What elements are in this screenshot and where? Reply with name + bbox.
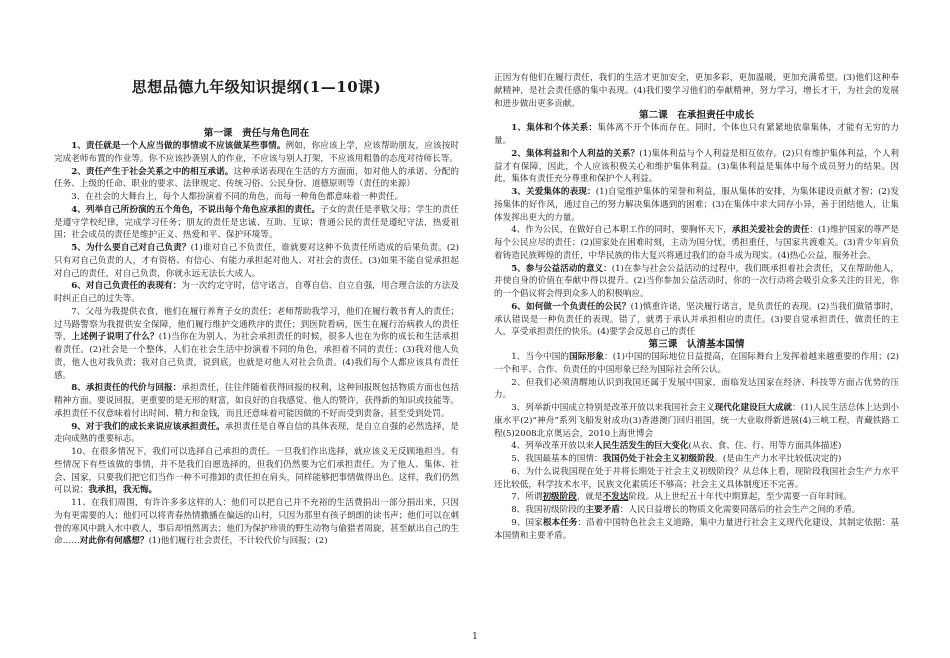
text: 正因为有他们在履行责任，我们的生活才更加安全，更加多彩，更加温暖，更加充满希望。(3)他们这种奉献精神，是社会责任感的集中表现。(4)我们要学习他们的奉献精神，努力学习，增长才干，为社会的发展和进步做出更多贡献。 (494, 73, 899, 109)
text: 子女的责任是孝敬父母；学生的责任是遵守学校纪律，完成学习任务；朋友的责任是忠诚、互助、互谅；普通公民的责任是遵纪守法，热爱祖国；社会成员的责任是维护正义、热爱和平、保护环境等。 (54, 204, 459, 241)
paragraph (494, 453, 899, 466)
text: (从衣、食、住、行、用等方面具体描述) (688, 441, 842, 452)
text: 这种承诺表现在生活的方方面面，如对他人的承诺、分配的任务、上级的任命、职业的要求、法律规定、传统习俗、公民身份、道德原则等（责任的来源） (54, 166, 459, 190)
text: ：沿着中国特色社会主义道路，集中力量进行社会主义现代化建设，其制定依据：基本国情和主要矛盾。 (494, 517, 899, 541)
bold-text: 6、如何做一个负责任的公民？ (511, 301, 631, 312)
bold-text: 3、关爱集体的表现： (511, 187, 596, 197)
bold-text: 根本任务 (542, 517, 578, 528)
lesson-2-heading: 第二课 在承担责任中成长 (638, 110, 755, 122)
paragraph (494, 402, 899, 440)
paragraph (494, 72, 899, 110)
text: 3、列举新中国成立特别是改革开放以来我国社会主义 (511, 403, 715, 413)
text: ：(1)维护国家的尊严是每个公民应尽的责任；(2)国家处在困难时刻，主动为国分忧，勇担重任，与国家共渡难关。(3)青少年肩负着铸造民族辉煌的责任，中华民族的伟大复兴将通过我们的奋斗成为现实。(4)热心公益，服务社会。 (494, 225, 899, 261)
text: 集体离不开个体而存在。同时，个体也只有紧紧地依靠集体，才能有无穷的力量。 (494, 123, 899, 146)
paragraph (494, 377, 899, 403)
left-column (54, 128, 459, 548)
page-number: 1 (472, 632, 478, 642)
bold-text: 国际形象 (569, 352, 605, 362)
text: 。(是由生产力水平比较低决定的) (714, 454, 842, 464)
lesson-3-heading: 第三课 认清基本国情 (648, 339, 745, 350)
paragraph (54, 306, 459, 383)
text: ：(1)中国的国际地位日益提高，在国际舞台上发挥着越来越重要的作用；(2)一个和平、合作、负责任的中国形象已经为国际社会所公认。 (494, 352, 899, 375)
paragraph (494, 224, 899, 262)
bold-text: 8、承担责任的代价与回报： (71, 383, 182, 394)
text: 1、当今中国的 (511, 352, 570, 362)
text: 10、在很多情况下，我们可以选择自己承担的责任。一旦我们作出选择，就应该义无反顾地担当。有些情况下有些该做的事情，并不是我们自愿选择的，但我们仍然要为它们承担责任。为了他人、集体、社会、国家，只要我们把它们当作一种不可推卸的责任担在肩头，同样能够把事情做得出色。这样，我们仍然可以说： (54, 447, 459, 496)
bold-text: 1、集体和个体关系： (511, 123, 598, 134)
bold-text: 承担关爱社会的责任 (731, 225, 810, 236)
text: (1)当你在为别人、为社会承担责任的时候，很多人也在为你的成长和生活承担着责任。(2)社会是一个整体，人们在社会生活中扮演着不同的角色，承担着不同的责任；(3)我对他人负责，他人也对我负责；我对自己负责，说到底，也就是对他人对社会负责。(4)我们每个人都应该具有责任感。 (54, 332, 459, 381)
bold-text: 对此你有何感想？ (79, 536, 149, 547)
paragraph (494, 301, 899, 339)
lesson-1-heading: 第一课 责任与角色同在 (203, 128, 310, 139)
text: 阶段。从上世纪五十年代中期算起，至少需要一百年时间。 (628, 492, 852, 503)
paragraph (494, 122, 899, 148)
paragraph (54, 204, 459, 242)
paragraph (494, 351, 899, 377)
paragraph (494, 148, 899, 186)
paragraph (54, 140, 459, 166)
bold-text: 5、为什么要自己对自己负责？ (71, 243, 191, 253)
paragraph (494, 466, 899, 492)
paragraph (54, 446, 459, 497)
paragraph (54, 191, 459, 204)
bold-text: 我国仍处于社会主义初级阶段 (602, 454, 715, 464)
paragraph (494, 504, 899, 517)
text: ：(1)人民生活总体上达到小康水平(2)“神舟”系列飞船发射成功(3)香港澳门回归祖国，统一大业取得新进展(4)三峡工程，青藏铁路工程(5)2008北京奥运会，2010上海世博会 (494, 403, 899, 439)
paragraph (54, 382, 459, 420)
paragraph (54, 280, 459, 306)
text: 承担责任是自尊自信的具体表现，是自立自强的必然选择，是走向成熟的重要标志。 (54, 421, 459, 445)
text: 5、我国最基本的国情： (511, 454, 603, 464)
bold-text: 6、对自己负责任的表现有： (71, 281, 182, 292)
text: 为一次约定守时，信守诺言，自尊自信、自立自强，用合理合法的方法及时纠正自己的过失等。 (54, 281, 459, 304)
paragraph (54, 421, 459, 447)
right-column (494, 72, 899, 542)
paragraph (54, 497, 459, 548)
bold-text: 4、列举自己所扮演的五个角色，不说出每个角色应承担的责任。 (71, 204, 321, 215)
text: 4、作为公民，在做好自己本职工作的同时，要胸怀天下， (511, 225, 732, 236)
bold-text: 2、集体利益和个人利益的关系？ (511, 148, 640, 159)
text: ，就是 (576, 492, 603, 503)
bold-text: 人民生活发生的巨大变化 (594, 441, 689, 452)
text: 承担责任，往往伴随着获得回报的权利，这种回报既包括物质方面也包括精神方面。要说回报，更重要的是无形的财富，如良好的自我感觉、他人的赞许，获得新的知识或技能等。承担责任不仅意味着付出时间、精力和金钱，而且还意味着可能因做的不好而受到责备，甚至受到处罚。 (54, 383, 459, 419)
bold-text: 2、责任产生于社会关系之中的相互承诺。 (71, 166, 234, 177)
bold-text: 我承担，我无悔。 (88, 485, 158, 496)
bold-text: 主要矛盾 (585, 505, 620, 515)
underlined-text: 不发达 (602, 492, 629, 503)
text: 11、在我们周围，有许许多多这样的人：他们可以把自己并不充裕的生活费捐出一部分捐出来，只因为有更需要的人；他们可以将青春热情撒播在偏远的山村，只因为那里有孩子朗朗的读书声；他们可以在刺骨的寒风中跳入水中救人，事后却悄然离去；他们为保护珍贵的野生动物与偷猎者周旋，甚至献出自己的生命…… (54, 498, 459, 547)
document-title: 思想品德九年级知识提纲(1—10课) (131, 78, 382, 96)
text: (1)慎重许诺，坚决履行诺言，是负责任的表现。(2)当我们做错事时，承认错误是一种负责任的表现。错了，就勇于承认并承担相应的责任。(3)要自觉承担责任，做责任的主人，享受承担责任的快乐。(4)要学会反思自己的责任 (494, 301, 899, 338)
bold-text: 现代化建设巨大成就 (714, 403, 793, 413)
text: (1)自觉维护集体的荣誉和利益，服从集体的安排，为集体建设贡献才智；(2)发扬集体的好作风，通过自己的努力解决集体遇到的困难；(3)在集体中求大同存小异，善于团结他人，让集体发挥出更大的力量。 (494, 187, 899, 223)
text: 例如，你应该上学，应该帮助朋友，应该按时完成老师布置的作业等。你不应该抄袭别人的作业，不应该与别人打架，不应该用粗鲁的态度对待师长等。 (54, 141, 459, 164)
bold-text: 1、责任就是一个人应当做的事情或不应该做某些事情。 (71, 141, 286, 151)
text: 4、列举改革开放以来 (511, 441, 594, 452)
text: 6、为什么说我国现在处于并将长期处于社会主义初级阶段？从总体上看，现阶段我国社会生产力水平还比较低，科学技术水平，民族文化素质还不够高；社会主义具体制度还不完善。 (494, 466, 899, 490)
text: (1)在参与社会公益活动的过程中，我们既承担着社会责任，又在帮助他人，并使自身的价值在奉献中得以提升。(2)当你参加公益活动时，你的一次行动将会吸引众多关注的目光，你的一个倡议将会得到众多人的积极响应。 (494, 263, 899, 299)
paragraph (494, 517, 899, 543)
paragraph (494, 186, 899, 224)
text: (1)谁对自己不负责任，谁就要对这种不负责任所造成的后果负责。(2)只有对自己负责的人，才有资格、有信心、有能力承担起对他人、对社会的责任。(3)如果不能自觉承担起对自己的责任，对自己负责，你就永远无法长大成人。 (54, 243, 459, 279)
text: 2、但我们必须清醒地认识到我国还属于发展中国家，面临发达国家在经济、科技等方面占优势的压力。 (494, 377, 899, 401)
bold-text: 上述例子说明了什么？ (71, 332, 159, 343)
text: (1)集体利益与个人利益是相互依存。(2)只有维护集体利益，个人利益才有保障，因此，个人应该积极关心和维护集体利益。(3)集体利益是集体中每个成员努力的结果。因此，集体有责任充分尊重和保护个人利益。 (494, 148, 899, 185)
paragraph (54, 166, 459, 192)
text: 7、父母为我提供衣食，他们在履行养育子女的责任；老师帮助我学习，他们在履行教书育人的责任；过马路警察为我提供安全保障，他们履行维护交通秩序的责任；到医院看病，医生在履行治病救人的责任等， (54, 306, 459, 343)
text: 3、在社会的大舞台上，每个人都扮演着不同的角色，而每一种角色都意味着一种责任。 (71, 192, 404, 202)
text: 7、所谓 (511, 492, 543, 503)
paragraph (494, 491, 899, 504)
underlined-text: 初级阶段 (542, 492, 577, 503)
paragraph (494, 440, 899, 453)
bold-text: 5、参与公益活动的意义： (511, 263, 612, 274)
text: 9、国家 (511, 517, 543, 528)
paragraph (54, 242, 459, 280)
paragraph (494, 263, 899, 301)
text: 8、我国初级阶段的 (511, 505, 586, 515)
bold-text: 9、对于我们的成长来说应该承担责任。 (71, 421, 225, 432)
text: (1)他们履行社会责任，不计较代价与回报；(2) (148, 536, 328, 547)
text: ：人民日益增长的物质文化需要同落后的社会生产之间的矛盾。 (619, 505, 861, 515)
